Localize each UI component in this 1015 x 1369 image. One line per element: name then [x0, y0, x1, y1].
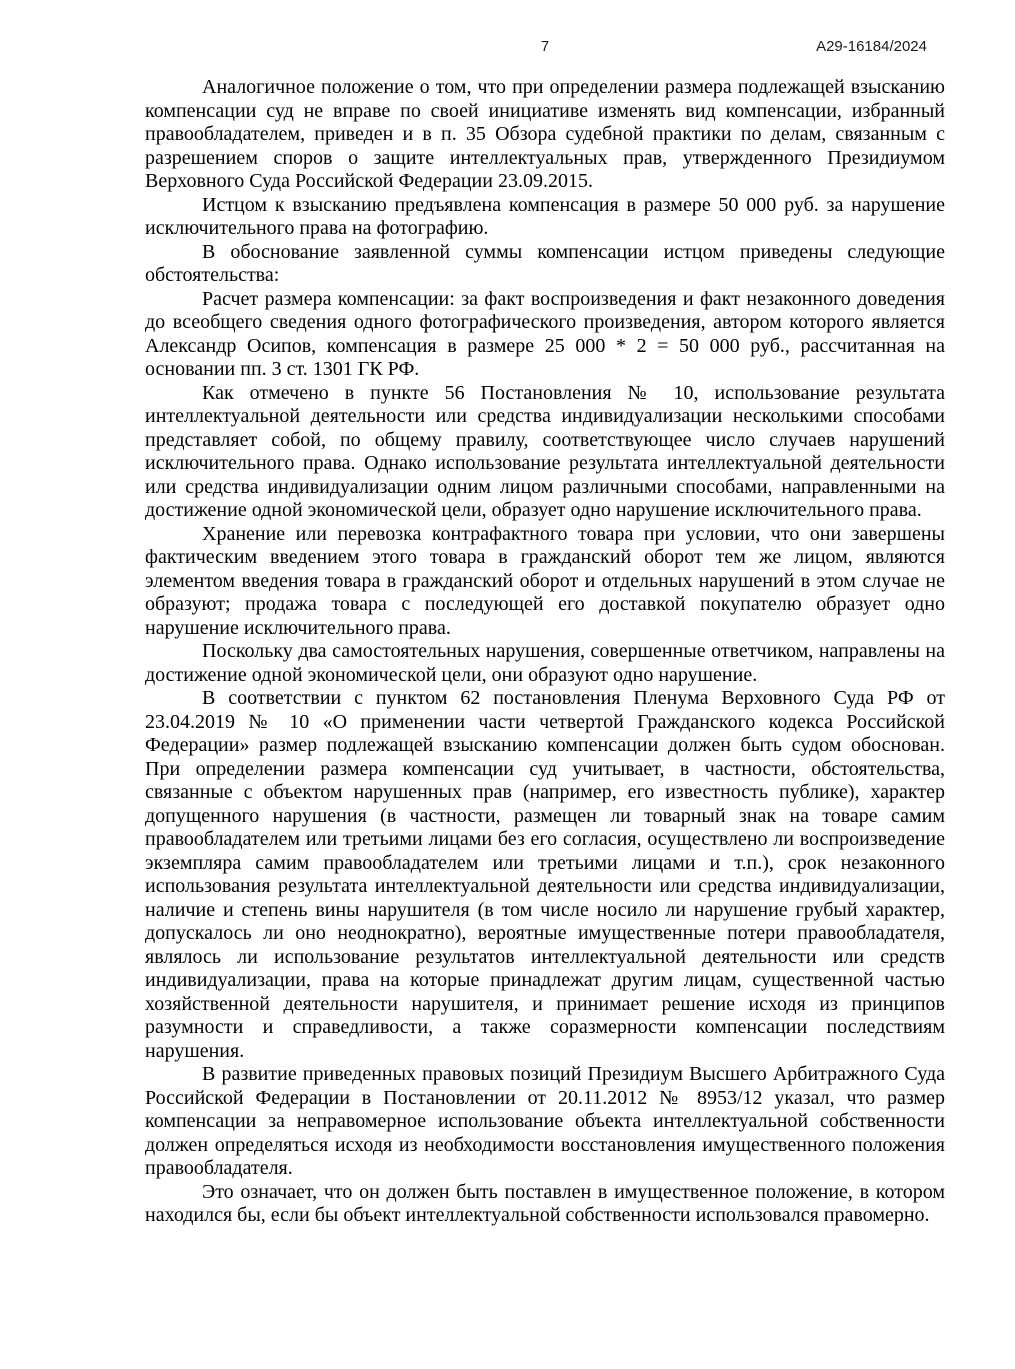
paragraph: В обоснование заявленной суммы компенсации истцом приведены следующие обстоятельства:	[145, 240, 945, 286]
paragraph: В соответствии с пунктом 62 постановления Пленума Верховного Суда РФ от 23.04.2019 № 10 «О применении части четвертой Гражданского кодекса Российской Федерации» размер подлежащей взысканию компенсации должен быть судом обоснован. При определении размера компенсации суд учитывает, в частности, обстоятельства, связанные с объектом нарушенных прав (например, его известность публике), характер допущенного нарушения (в частности, размещен ли товарный знак на товаре самим правообладателем или третьими лицами без его согласия, осуществлено ли воспроизведение экземпляра самим правообладателем или третьими лицами и т.п.), срок незаконного использования результата интеллектуальной деятельности или средства индивидуализации, наличие и степень вины нарушителя (в том числе носило ли нарушение грубый характер, допускалось ли оно неоднократно), вероятные имущественные потери правообладателя, являлось ли использование результатов интеллектуальной деятельности или средств индивидуализации, права на которые принадлежат другим лицам, существенной частью хозяйственной деятельности нарушителя, и принимает решение исходя из принципов разумности и справедливости, а также соразмерности компенсации последствиям нарушения.	[145, 687, 945, 1062]
paragraph: Расчет размера компенсации: за факт воспроизведения и факт незаконного доведения до всеобщего сведения одного фотографического произведения, автором которого является Александр Осипов, компенсация в размере 25 000 * 2 = 50 000 руб., рассчитанная на основании пп. 3 ст. 1301 ГК РФ.	[145, 287, 945, 380]
page-header	[145, 38, 945, 58]
paragraph: Как отмечено в пункте 56 Постановления № 10, использование результата интеллектуальной деятельности или средства индивидуализации несколькими способами представляет собой, по общему правилу, соответствующее число случаев нарушений исключительного права. Однако использование результата интеллектуальной деятельности или средства индивидуализации одним лицом различными способами, направленными на достижение одной экономической цели, образует одно нарушение исключительного права.	[145, 381, 945, 521]
document-body	[145, 76, 945, 1228]
paragraph: Истцом к взысканию предъявлена компенсация в размере 50 000 руб. за нарушение исключительного права на фотографию.	[145, 193, 945, 239]
paragraph: В развитие приведенных правовых позиций Президиум Высшего Арбитражного Суда Российской Федерации в Постановлении от 20.11.2012 № 8953/12 указал, что размер компенсации за неправомерное использование объекта интеллектуальной собственности должен определяться исходя из необходимости восстановления имущественного положения правообладателя.	[145, 1063, 945, 1179]
case-number: А29-16184/2024	[816, 38, 927, 55]
paragraph: Поскольку два самостоятельных нарушения, совершенные ответчиком, направлены на достижение одной экономической цели, они образуют одно нарушение.	[145, 640, 945, 686]
page-number: 7	[540, 38, 550, 55]
paragraph: Хранение или перевозка контрафактного товара при условии, что они завершены фактическим введением этого товара в гражданский оборот тем же лицом, являются элементом введения товара в гражданский оборот и отдельных нарушений в этом случае не образуют; продажа товара с последующей его доставкой покупателю образует одно нарушение исключительного права.	[145, 522, 945, 639]
paragraph: Аналогичное положение о том, что при определении размера подлежащей взысканию компенсации суд не вправе по своей инициативе изменять вид компенсации, избранный правообладателем, приведен и в п. 35 Обзора судебной практики по делам, связанным с разрешением споров о защите интеллектуальных прав, утвержденного Президиумом Верховного Суда Российской Федерации 23.09.2015.	[145, 76, 945, 192]
paragraph: Это означает, что он должен быть поставлен в имущественное положение, в котором находился бы, если бы объект интеллектуальной собственности использовался правомерно.	[145, 1180, 945, 1226]
